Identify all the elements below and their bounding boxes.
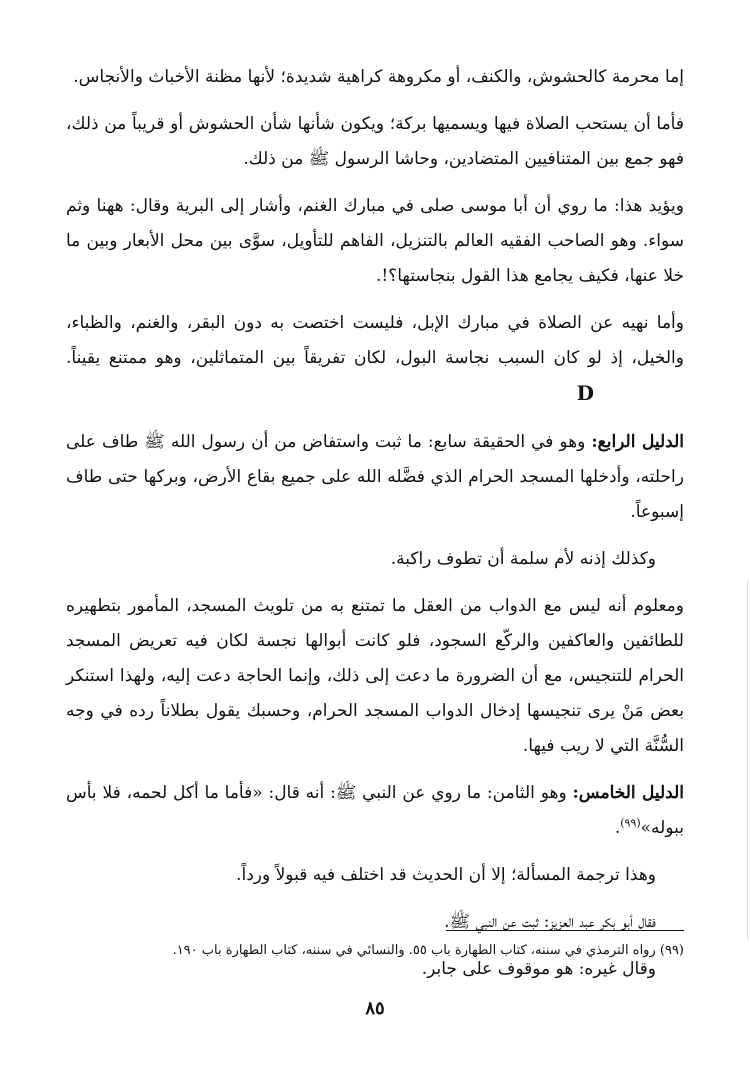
- paragraph-text: فأما أن يستحب الصلاة فيها ويسميها بركة؛ ويكون شأنها شأن الحشوش أو قريباً من ذلك، فهو جمع بين المتنافيين المتضادين، وحاشا الرسول ﷺ من ذلك.: [66, 114, 684, 169]
- paragraph: [66, 542, 684, 577]
- main-text: [66, 60, 684, 999]
- paragraph-text: وهذا ترجمة المسألة؛ إلا أن الحديث قد اختلف فيه قبولاً ورداً.: [236, 865, 656, 885]
- margin-mark: D: [576, 381, 594, 405]
- paragraph: [66, 60, 684, 95]
- paragraph-text: وهو في الحقيقة سابع: ما ثبت واستفاض من أن رسول الله ﷺ طاف على راحلته، وأدخلها المسجد الحرام الذي فضَّله الله على جميع بقاع الأرض، وبركها حتى طاف إسبوعاً.: [66, 432, 684, 522]
- paragraph: [66, 589, 684, 764]
- paragraph-text: وكذلك إذنه لأم سلمة أن تطوف راكبة.: [390, 549, 656, 569]
- paragraph: [66, 858, 684, 893]
- paragraph-text: وهو الثامن: ما روي عن النبي ﷺ: أنه قال: «فأما ما أكل لحمه، فلا بأس ببوله»: [66, 783, 684, 838]
- paragraph-text: ويؤيد هذا: ما روي أن أبا موسى صلى في مبارك الغنم، وأشار إلى البرية وقال: ههنا وثم سواء. وهو الصاحب الفقيه العالم بالتنزيل، الفاهم للتأويل، سوَّى بين محل الأبعار وبين ما خلا عنها، فكيف يجامع هذا القول بنجاستها؟!.: [66, 196, 684, 286]
- paragraph: [66, 306, 684, 413]
- footnote-separator: [446, 930, 684, 931]
- paragraph: [66, 776, 684, 846]
- section-heading: الدليل الخامس:: [572, 783, 684, 803]
- page-number: ٨٥: [365, 998, 385, 1019]
- paragraph: [66, 107, 684, 177]
- paragraph-text: فقال أبو بكر عبد العزيز: ثبت عن النبي ﷺ.: [444, 912, 656, 932]
- footnote: (٩٩) رواه الترمذي في سننه، كتاب الطهارة باب ٥٥. والنسائي في سننه، كتاب الطهارة باب ١٩٠.: [172, 943, 684, 958]
- paragraph: [66, 189, 684, 294]
- paragraph-text: ومعلوم أنه ليس مع الدواب من العقل ما تمتنع به من تلويث المسجد، المأمور بتطهيره للطائفين والعاكفين والركّع السجود، فلو كانت أبوالها نجسة لكان فيه تعريض المسجد الحرام للتنجيس، مع أن الضرورة ما دعت إلى ذلك، وإنما الحاجة دعت إليه، ولهذا استنكر بعض مَنْ يرى تنجيسها إدخال الدواب المسجد الحرام، وحسبك يقول بطلاناً رده في وجه السُّنَّة التي لا ريب فيها.: [66, 596, 684, 756]
- paragraph-text: وقال غيره: هو موقوف على جابر.: [421, 959, 656, 979]
- paragraph-tail: .: [614, 818, 621, 838]
- paragraph: [66, 425, 684, 530]
- paragraph-text: إما محرمة كالحشوش، والكنف، أو مكروهة كراهية شديدة؛ لأنها مظنة الأخباث والأنجاس.: [73, 67, 684, 87]
- paragraph: [66, 905, 684, 940]
- footnote-reference: (٩٩): [620, 816, 641, 830]
- paragraph-text: وأما نهيه عن الصلاة في مبارك الإبل، فليست اختصت به دون البقر، والغنم، والظباء، والخيل، إذ لو كان السبب نجاسة البول، لكان تفريقاً بين المتماثلين، وهو ممتنع يقيناً.: [66, 313, 684, 368]
- scan-edge-line: [747, 580, 748, 940]
- section-heading: الدليل الرابع:: [591, 432, 684, 452]
